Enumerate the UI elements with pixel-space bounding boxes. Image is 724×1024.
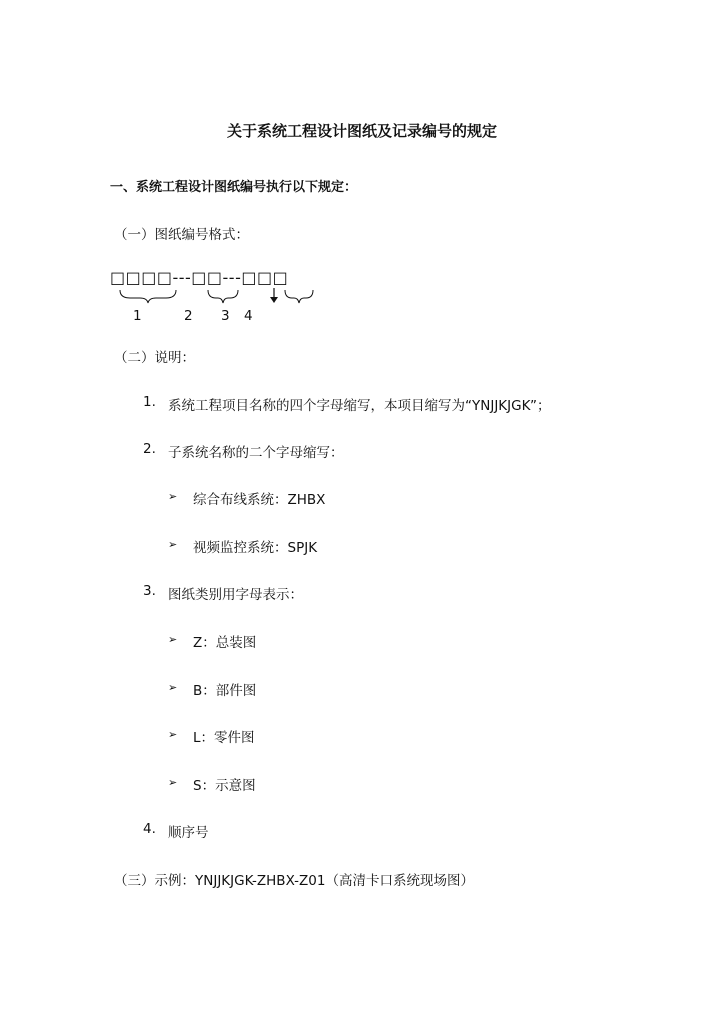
format-pattern: □□□□---□□---□□□ (110, 268, 289, 287)
document-title: 关于系统工程设计图纸及记录编号的规定 (226, 122, 497, 140)
category-item: L：零件图 (193, 730, 255, 746)
example-line: （三）示例：YNJJKJGK-ZHBX-Z01（高清卡口系统现场图） (114, 873, 474, 889)
category-item: S：示意图 (193, 778, 256, 794)
brace-markers (110, 286, 320, 306)
category-item: Z：总装图 (193, 635, 257, 651)
down-arrow-icon (270, 288, 278, 303)
bullet-arrow-icon: ➢ (168, 490, 178, 503)
bullet-arrow-icon: ➢ (168, 776, 178, 789)
bullet-arrow-icon: ➢ (168, 538, 178, 551)
item-text: 顺序号 (168, 825, 209, 841)
bullet-arrow-icon: ➢ (168, 681, 178, 694)
item-number: 1. (143, 394, 156, 410)
brace-4 (285, 290, 313, 303)
explanation-heading: （二）说明： (114, 350, 195, 366)
item-text: 系统工程项目名称的四个字母缩写，本项目缩写为“YNJJKJGK”； (168, 398, 551, 414)
category-item: B：部件图 (193, 683, 257, 699)
item-number: 3. (143, 583, 156, 599)
subsystem-item: 综合布线系统：ZHBX (193, 492, 326, 508)
item-number: 4. (143, 821, 156, 837)
format-heading: （一）图纸编号格式： (114, 227, 249, 243)
bullet-arrow-icon: ➢ (168, 728, 178, 741)
format-label-2: 2 (184, 308, 193, 324)
brace-1 (120, 290, 176, 303)
bullet-arrow-icon: ➢ (168, 633, 178, 646)
item-text: 子系统名称的二个字母缩写： (168, 445, 344, 461)
item-number: 2. (143, 441, 156, 457)
format-label-3: 3 (221, 308, 230, 324)
format-label-1: 1 (133, 308, 142, 324)
subsystem-item: 视频监控系统：SPJK (193, 540, 318, 556)
section-heading: 一、系统工程设计图纸编号执行以下规定： (110, 180, 358, 195)
format-label-4: 4 (244, 308, 253, 324)
brace-2 (208, 290, 238, 303)
item-text: 图纸类别用字母表示： (168, 587, 303, 603)
